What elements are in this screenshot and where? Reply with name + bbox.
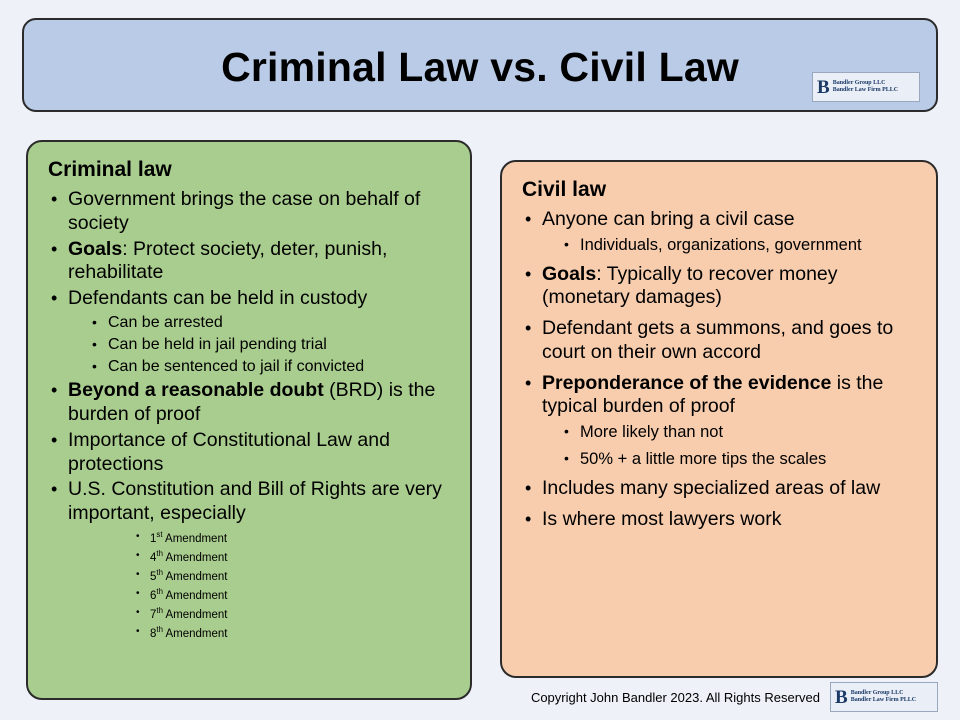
logo-monogram: B — [817, 76, 830, 98]
criminal-custody-sublist — [86, 313, 454, 377]
list-item-text: : Protect society, deter, punish, rehabilitate — [68, 237, 388, 284]
list-item-text: Defendant gets a summons, and goes to court on their own accord — [542, 317, 894, 363]
list-item — [518, 263, 920, 311]
amendment-suffix: th — [156, 587, 163, 597]
list-item: • Can be held in jail pending trial — [86, 335, 454, 356]
amendment-label: Amendment — [162, 590, 228, 603]
copyright-text: Copyright John Bandler 2023. All Rights Reserved — [530, 689, 820, 705]
list-item-emphasis: Goals — [542, 262, 597, 285]
list-item-text: U.S. Constitution and Bill of Rights are very important, especially — [68, 478, 442, 525]
list-item — [518, 208, 920, 256]
civil-burden-sublist — [558, 423, 920, 470]
amendments-sublist — [128, 529, 454, 643]
amendment-suffix: st — [156, 529, 163, 539]
logo-text — [851, 690, 916, 705]
list-item: • 50% + a little more tips the scales — [558, 450, 920, 470]
civil-who-sublist — [558, 236, 920, 256]
list-item — [128, 605, 454, 624]
amendment-suffix: th — [156, 625, 163, 635]
list-item-text: Importance of Constitutional Law and protections — [68, 428, 390, 475]
list-item — [44, 238, 454, 286]
footer-brand-logo — [830, 682, 938, 712]
list-item: • Can be sentenced to jail if convicted — [86, 357, 454, 378]
list-item-text: (BRD) is the burden of proof — [68, 379, 436, 426]
brand-logo — [812, 72, 920, 102]
civil-law-heading: Civil law — [522, 178, 607, 201]
list-item — [128, 548, 454, 567]
amendment-number: 5 — [150, 570, 157, 583]
civil-law-list — [518, 208, 920, 531]
amendment-suffix: th — [156, 568, 163, 578]
criminal-law-list — [44, 188, 454, 643]
list-item — [518, 477, 920, 501]
list-item-emphasis: Beyond a reasonable doubt — [68, 379, 324, 402]
list-item: • Individuals, organizations, government — [558, 236, 920, 256]
amendment-suffix: th — [156, 606, 163, 616]
list-item-text: Defendants can be held in custody — [68, 287, 368, 310]
logo-line-2: Bandler Law Firm PLLC — [850, 697, 917, 703]
list-item — [128, 529, 454, 548]
amendment-number: 4 — [150, 551, 157, 564]
amendment-number: 8 — [150, 628, 157, 641]
amendment-label: Amendment — [162, 570, 228, 583]
list-item — [44, 287, 454, 377]
list-item-text: Includes many specialized areas of law — [542, 476, 881, 499]
criminal-law-panel — [26, 140, 472, 700]
list-item — [518, 317, 920, 365]
list-item-emphasis: Preponderance of the evidence — [542, 371, 832, 394]
amendment-number: 6 — [150, 590, 157, 603]
slide-title-bar — [22, 18, 938, 112]
list-item — [44, 478, 454, 643]
amendment-label: Amendment — [162, 609, 228, 622]
list-item — [44, 188, 454, 236]
list-item — [128, 624, 454, 643]
list-item-text: Anyone can bring a civil case — [542, 208, 795, 230]
page-title: Criminal Law vs. Civil Law — [221, 44, 739, 90]
list-item — [128, 586, 454, 605]
list-item-text: Is where most lawyers work — [542, 507, 782, 530]
list-item: • More likely than not — [558, 423, 920, 443]
amendment-label: Amendment — [162, 628, 228, 641]
logo-text — [833, 80, 898, 95]
list-item — [44, 429, 454, 477]
logo-line-1: Bandler Group LLC — [832, 79, 886, 86]
footer — [500, 682, 938, 712]
list-item-text: is the typical burden of proof — [542, 371, 884, 418]
logo-line-2: Bandler Law Firm PLLC — [832, 87, 899, 93]
logo-monogram: B — [835, 686, 848, 708]
list-item — [128, 567, 454, 586]
list-item-text: Government brings the case on behalf of society — [68, 188, 421, 234]
amendment-number: 1 — [150, 532, 157, 545]
amendment-label: Amendment — [162, 551, 228, 564]
amendment-number: 7 — [150, 609, 157, 622]
list-item-emphasis: Goals — [68, 237, 123, 260]
list-item — [518, 372, 920, 470]
amendment-label: Amendment — [162, 532, 228, 545]
list-item — [44, 379, 454, 427]
logo-line-1: Bandler Group LLC — [850, 689, 904, 696]
list-item: • Can be arrested — [86, 313, 454, 334]
amendment-suffix: th — [156, 549, 163, 559]
list-item-text: : Typically to recover money (monetary damages) — [542, 262, 838, 309]
civil-law-panel — [500, 160, 938, 678]
criminal-law-heading: Criminal law — [48, 158, 172, 181]
list-item — [518, 508, 920, 532]
